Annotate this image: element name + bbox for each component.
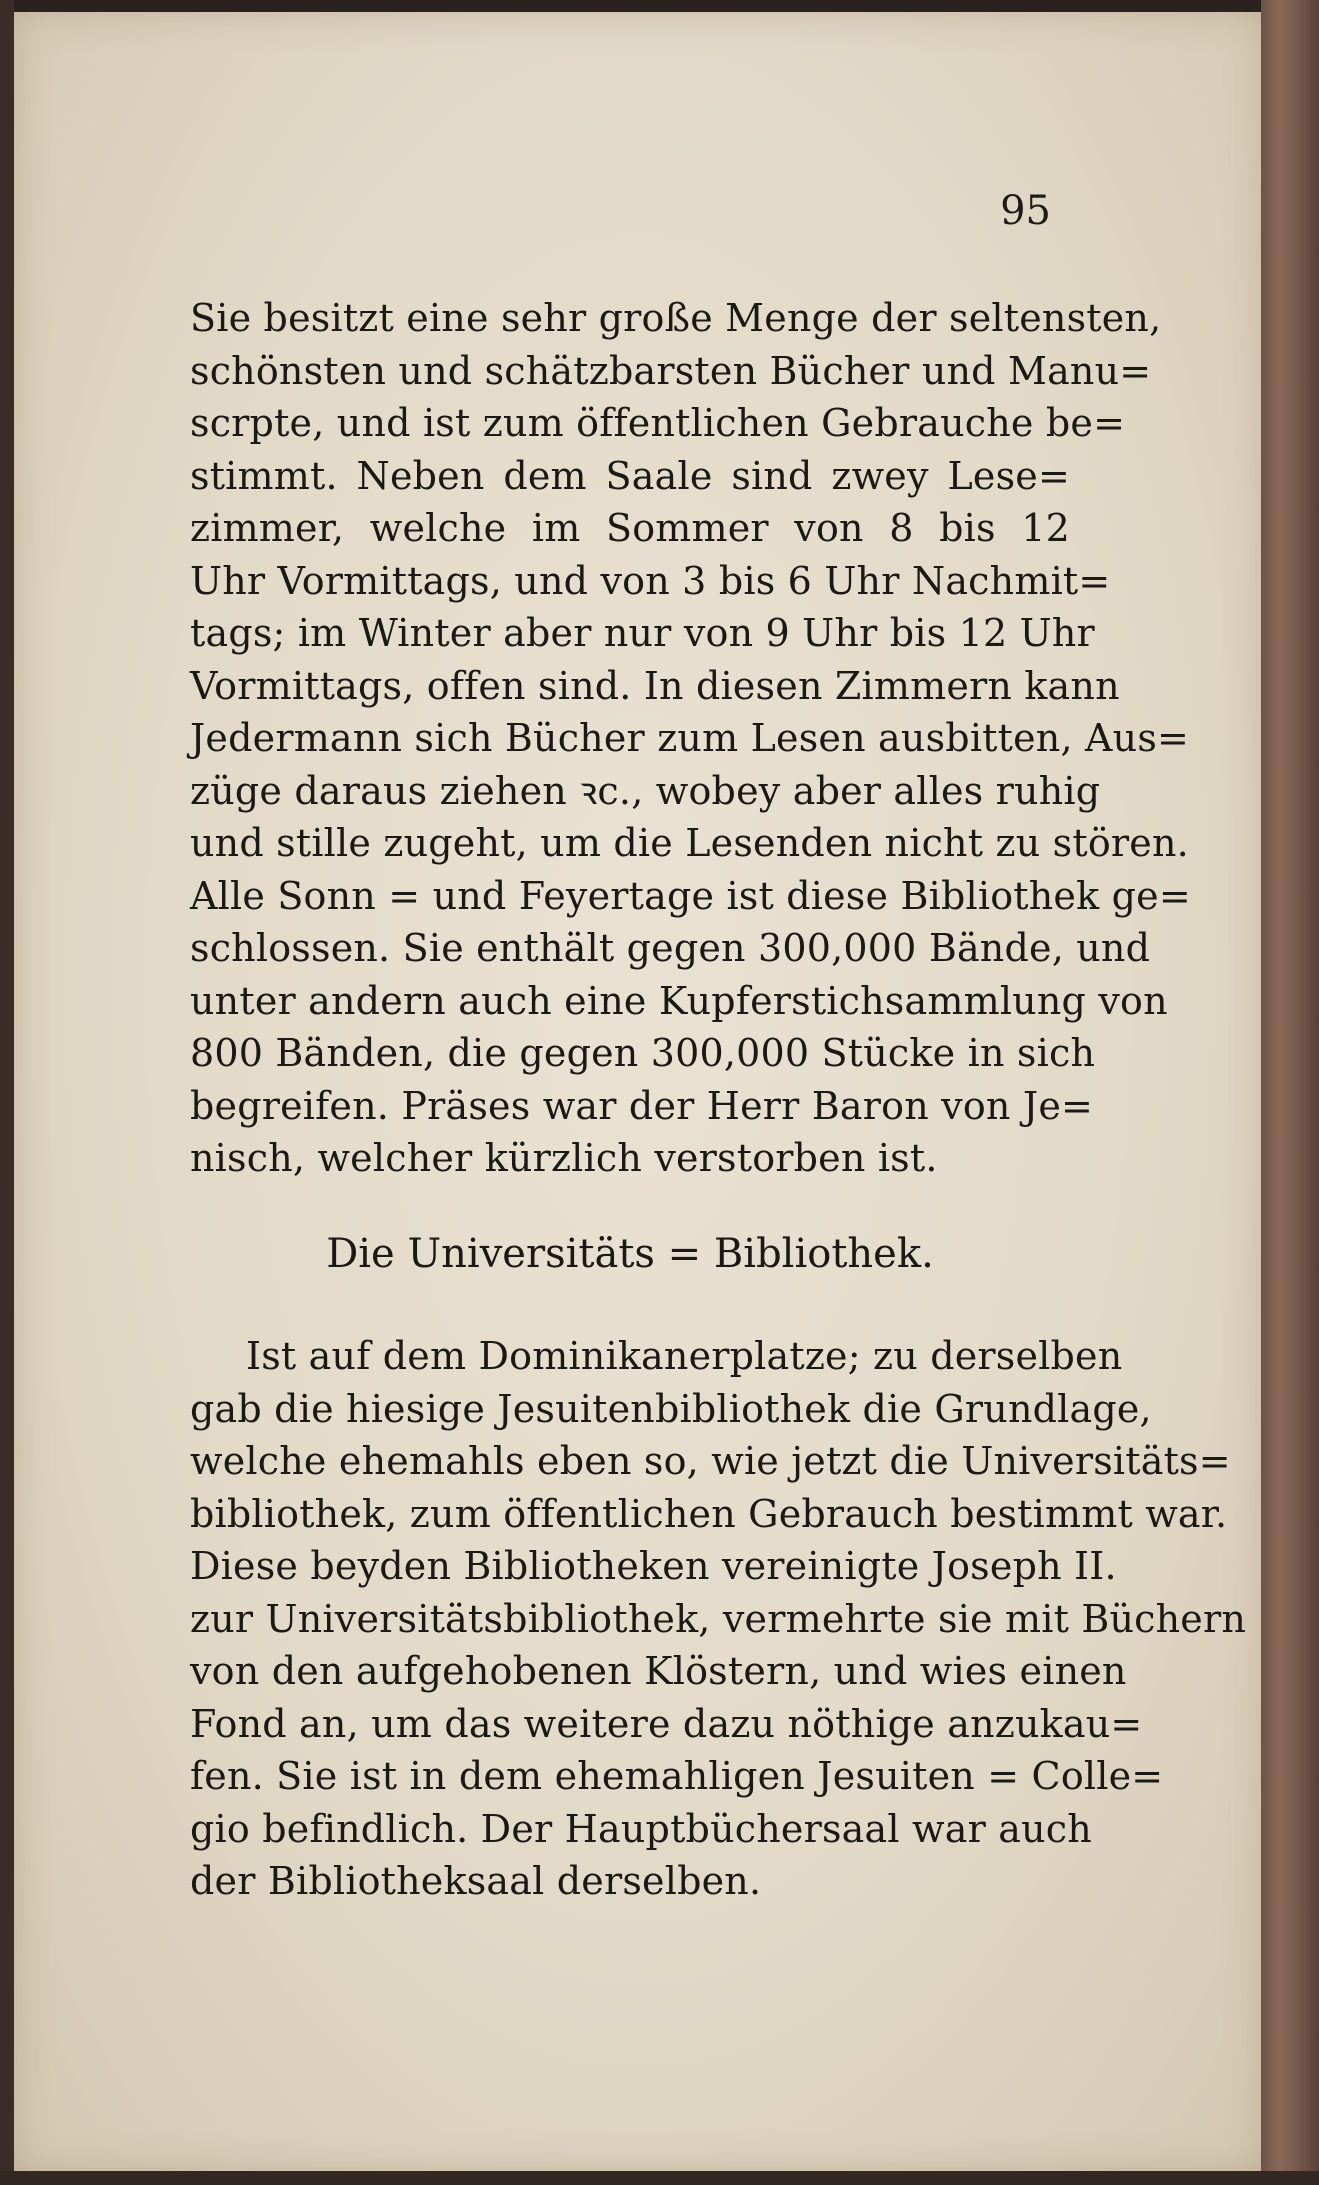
text-line: züge daraus ziehen ꝛc., wobey aber alles ruhig [190, 768, 1101, 813]
text-line: gab die hiesige Jesuitenbibliothek die Grundlage, [190, 1386, 1152, 1431]
page-number: 95 [1000, 188, 1051, 234]
text-line: Alle Sonn = und Feyertage ist diese Bibliothek ge= [190, 873, 1191, 918]
text-line: Sie besitzt eine sehr große Menge der seltensten, [190, 296, 1162, 340]
section-heading: Die Universitäts = Bibliothek. [326, 1231, 934, 1277]
text-line: schlossen. Sie enthält gegen 300,000 Bände, und [190, 926, 1151, 970]
text-line: schönsten und schätzbarsten Bücher und Manu= [190, 348, 1152, 393]
text-line: welche ehemahls eben so, wie jetzt die Universitäts= [190, 1439, 1231, 1483]
paragraph-2 [190, 1330, 1247, 1908]
paragraph-1 [190, 292, 1191, 1185]
text-line: zimmer, welche im Sommer von 8 bis 12 [190, 506, 1070, 550]
text-line: fen. Sie ist in dem ehemahligen Jesuiten = Colle= [190, 1754, 1164, 1798]
text-line: nisch, welcher kürzlich verstorben ist. [190, 1136, 938, 1180]
text-line: Fond an, um das weitere dazu nöthige anzukau= [190, 1701, 1143, 1746]
text-line: Diese beyden Bibliotheken vereinigte Joseph II. [190, 1544, 1117, 1588]
text-line: der Bibliotheksaal derselben. [190, 1859, 762, 1903]
text-line: stimmt. Neben dem Saale sind zwey Lese= [190, 453, 1070, 498]
binding-edge [0, 0, 14, 2185]
book-cover-edge [1261, 0, 1319, 2185]
text-line: scrpte, und ist zum öffentlichen Gebrauche be= [190, 401, 1126, 445]
text-line: 800 Bänden, die gegen 300,000 Stücke in sich [190, 1031, 1096, 1075]
text-line: und stille zugeht, um die Lesenden nicht zu stören. [190, 821, 1189, 865]
text-line: unter andern auch eine Kupferstichsammlung von [190, 978, 1168, 1023]
text-line: Uhr Vormittags, und von 3 bis 6 Uhr Nachmit= [190, 558, 1111, 603]
text-line: bibliothek, zum öffentlichen Gebrauch bestimmt war. [190, 1491, 1228, 1536]
text-line: zur Universitätsbibliothek, vermehrte sie mit Büchern [190, 1596, 1247, 1641]
text-line: gio befindlich. Der Hauptbüchersaal war auch [190, 1806, 1092, 1851]
bottom-edge [0, 2171, 1319, 2185]
text-line: Ist auf dem Dominikanerplatze; zu derselben [246, 1334, 1123, 1378]
text-line: begreifen. Präses war der Herr Baron von Je= [190, 1083, 1094, 1128]
text-line: von den aufgehobenen Klöstern, und wies einen [190, 1649, 1127, 1693]
text-line: tags; im Winter aber nur von 9 Uhr bis 12 Uhr [190, 611, 1095, 655]
text-line: Jedermann sich Bücher zum Lesen ausbitten, Aus= [190, 716, 1190, 760]
text-line: Vormittags, offen sind. In diesen Zimmern kann [190, 663, 1120, 708]
